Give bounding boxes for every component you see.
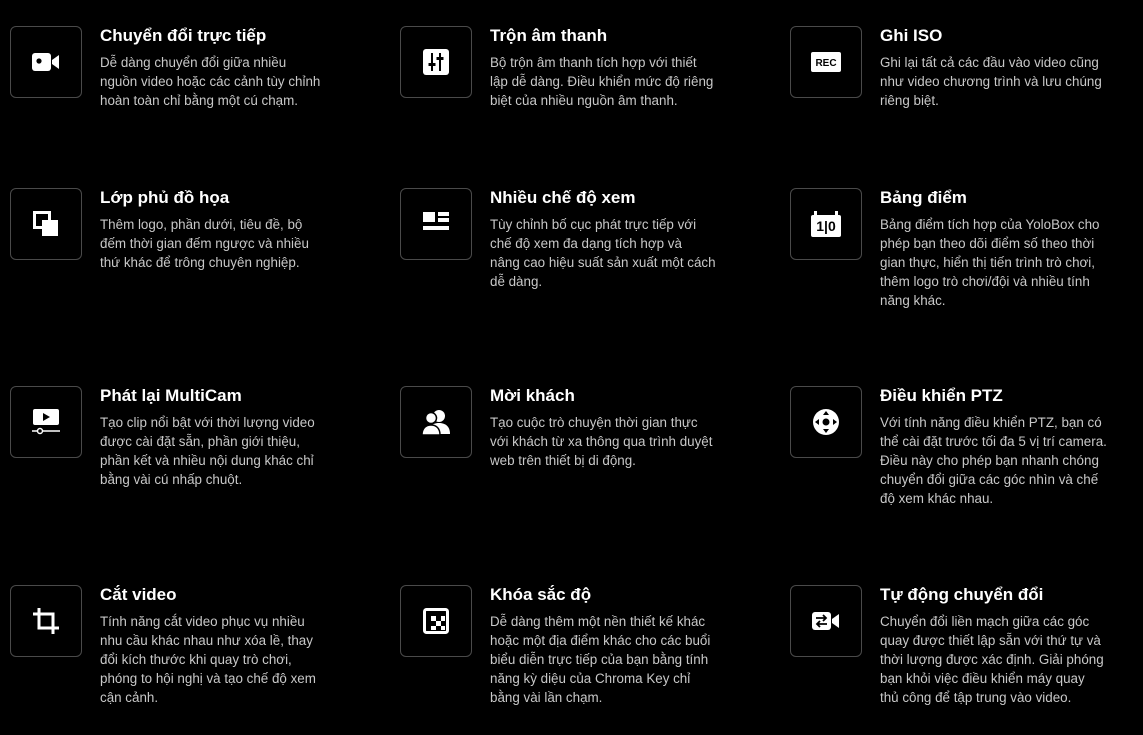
feature-description: Bộ trộn âm thanh tích hợp với thiết lập dễ dàng. Điều khiển mức độ riêng biệt của nhiều nguồn âm thanh.: [490, 55, 714, 108]
feature-title: Trộn âm thanh: [490, 26, 608, 45]
feature-description: Tạo clip nổi bật với thời lượng video được cài đặt sẵn, phần giới thiệu, phần kết và nhiều nội dung khác chỉ bằng vài cú nhấp chuột.: [100, 415, 315, 487]
ptz-control-icon: [790, 386, 862, 458]
feature-title: Nhiều chế độ xem: [490, 188, 636, 207]
multiview-layout-icon: [400, 188, 472, 260]
audio-mixer-icon: [400, 26, 472, 98]
feature-description: Với tính năng điều khiển PTZ, bạn có thể cài đặt trước tối đa 5 vị trí camera. Điều này cho phép bạn nhanh chóng chuyển đổi giữa các góc nhìn và chế độ xem khác nhau.: [880, 415, 1107, 506]
feature-title: Chuyển đổi trực tiếp: [100, 26, 267, 45]
rec-icon: [790, 26, 862, 98]
feature-description: Bảng điểm tích hợp của YoloBox cho phép bạn theo dõi điểm số theo thời gian thực, hiển thị tiến trình trò chơi, thêm logo trò chơi/đội và nhiều tính năng khác.: [880, 217, 1100, 308]
replay-timeline-icon: [10, 386, 82, 458]
overlay-layers-icon: [10, 188, 82, 260]
feature-description: Tạo cuộc trò chuyện thời gian thực với khách từ xa thông qua trình duyệt web trên thiết bị di động.: [490, 415, 713, 468]
rec-icon-label: REC: [815, 58, 837, 69]
crop-icon: [10, 585, 82, 657]
feature-description: Chuyển đổi liền mạch giữa các góc quay được thiết lập sẵn với thứ tự và thời lượng được xác định. Giải phóng bạn khỏi việc điều khiển máy quay thủ công để tập trung vào video.: [880, 614, 1104, 705]
feature-description: Tùy chỉnh bố cục phát trực tiếp với chế độ xem đa dạng tích hợp và nâng cao hiệu suất sản xuất một cách dễ dàng.: [490, 217, 716, 289]
feature-description: Ghi lại tất cả các đầu vào video cũng như video chương trình và lưu chúng riêng biệt.: [880, 55, 1102, 108]
feature-title: Khóa sắc độ: [490, 585, 592, 604]
guests-icon: [400, 386, 472, 458]
feature-title: Lớp phủ đồ họa: [100, 188, 230, 207]
feature-title: Điều khiển PTZ: [880, 386, 1003, 405]
video-camera-icon: [10, 26, 82, 98]
feature-description: Thêm logo, phần dưới, tiêu đề, bộ đếm thời gian đếm ngược và nhiều thứ khác để trông chuyên nghiệp.: [100, 217, 309, 270]
feature-description: Dễ dàng chuyển đổi giữa nhiều nguồn video hoặc các cảnh tùy chỉnh hoàn toàn chỉ bằng một cú chạm.: [100, 55, 321, 108]
feature-title: Phát lại MultiCam: [100, 386, 242, 405]
chroma-key-icon: [400, 585, 472, 657]
feature-title: Tự động chuyển đổi: [880, 585, 1044, 604]
feature-title: Mời khách: [490, 386, 575, 405]
scoreboard-icon-label: 1|0: [816, 218, 836, 234]
feature-title: Ghi ISO: [880, 26, 943, 45]
feature-title: Bảng điểm: [880, 188, 967, 207]
scoreboard-icon: [790, 188, 862, 260]
auto-switch-icon: [790, 585, 862, 657]
feature-description: Dễ dàng thêm một nền thiết kế khác hoặc một địa điểm khác cho các buổi biểu diễn trực tiếp của bạn bằng tính năng kỳ diệu của Chroma Key chỉ bằng vài lần chạm.: [490, 614, 711, 705]
feature-title: Cắt video: [100, 585, 177, 604]
feature-description: Tính năng cắt video phục vụ nhiều nhu cầu khác nhau như xóa lề, thay đổi kích thước khi quay trò chơi, phóng to hội nghị và tạo chế độ xem cận cảnh.: [100, 614, 316, 705]
